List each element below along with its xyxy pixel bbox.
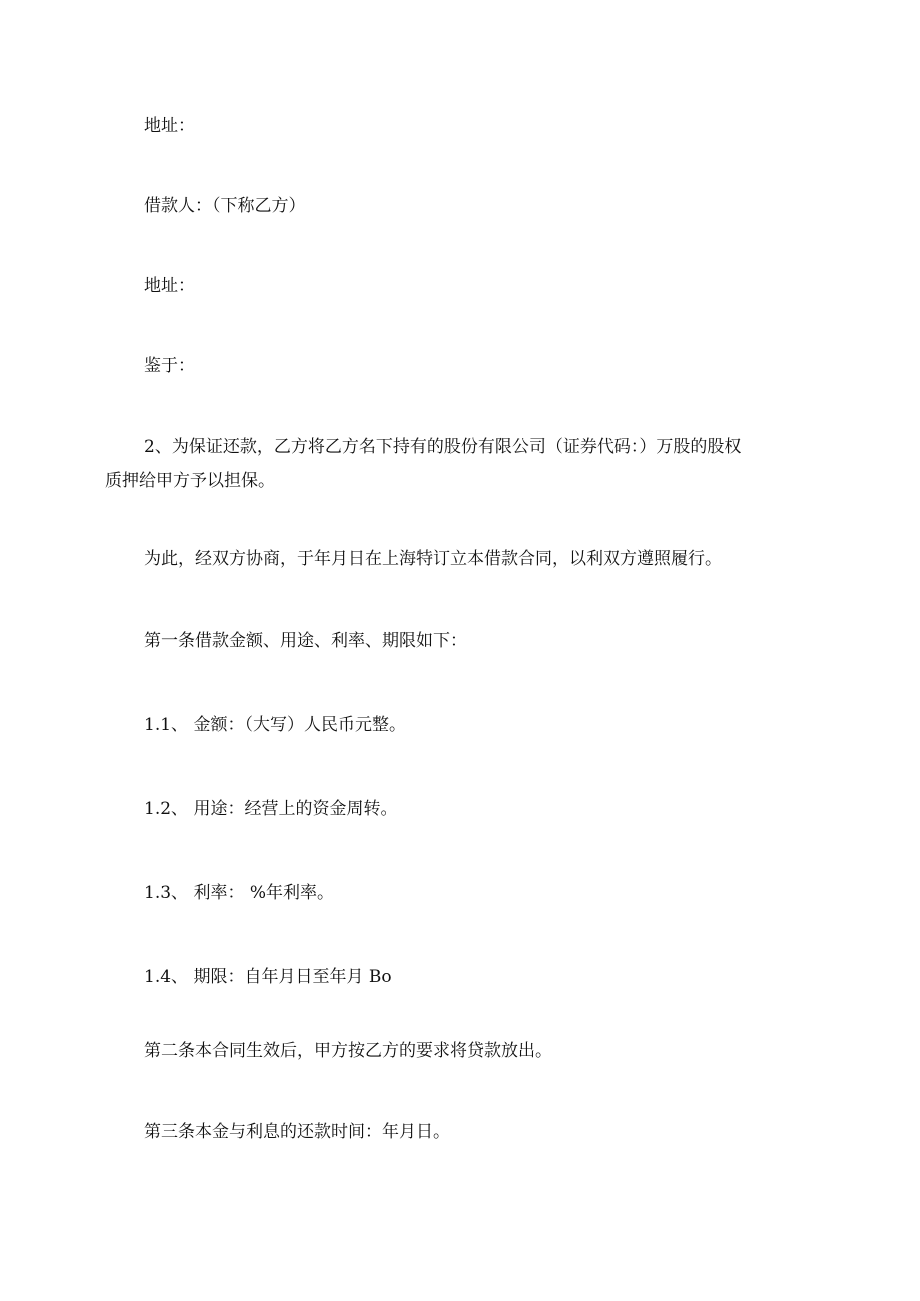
clause-1-2-purpose: 1.2、 用途：经营上的资金周转。 [144,799,398,819]
borrower-line: 借款人：（下称乙方） [144,196,306,216]
pledge-clause-line-2: 质押给甲方予以担保。 [105,471,275,491]
article-1-heading: 第一条借款金额、用途、利率、期限如下： [144,631,467,651]
article-2-line: 第二条本合同生效后，甲方按乙方的要求将贷款放出。 [144,1041,552,1061]
agreement-intro-line: 为此，经双方协商，于年月日在上海特订立本借款合同，以利双方遵照履行。 [144,549,722,569]
clause-1-1-amount: 1.1、 金额：（大写）人民币元整。 [144,715,406,735]
article-3-line: 第三条本金与利息的还款时间：年月日。 [144,1122,450,1142]
pledge-clause-line-1: 2、为保证还款，乙方将乙方名下持有的股份有限公司（证券代码：）万股的股权 [144,437,742,457]
clause-1-3-interest: 1.3、 利率： %年利率。 [144,883,334,903]
clause-1-4-term: 1.4、 期限：自年月日至年月 Bo [144,967,392,987]
lender-address-line: 地址： [144,116,195,136]
whereas-line: 鉴于： [144,356,195,376]
borrower-address-line: 地址： [144,276,195,296]
